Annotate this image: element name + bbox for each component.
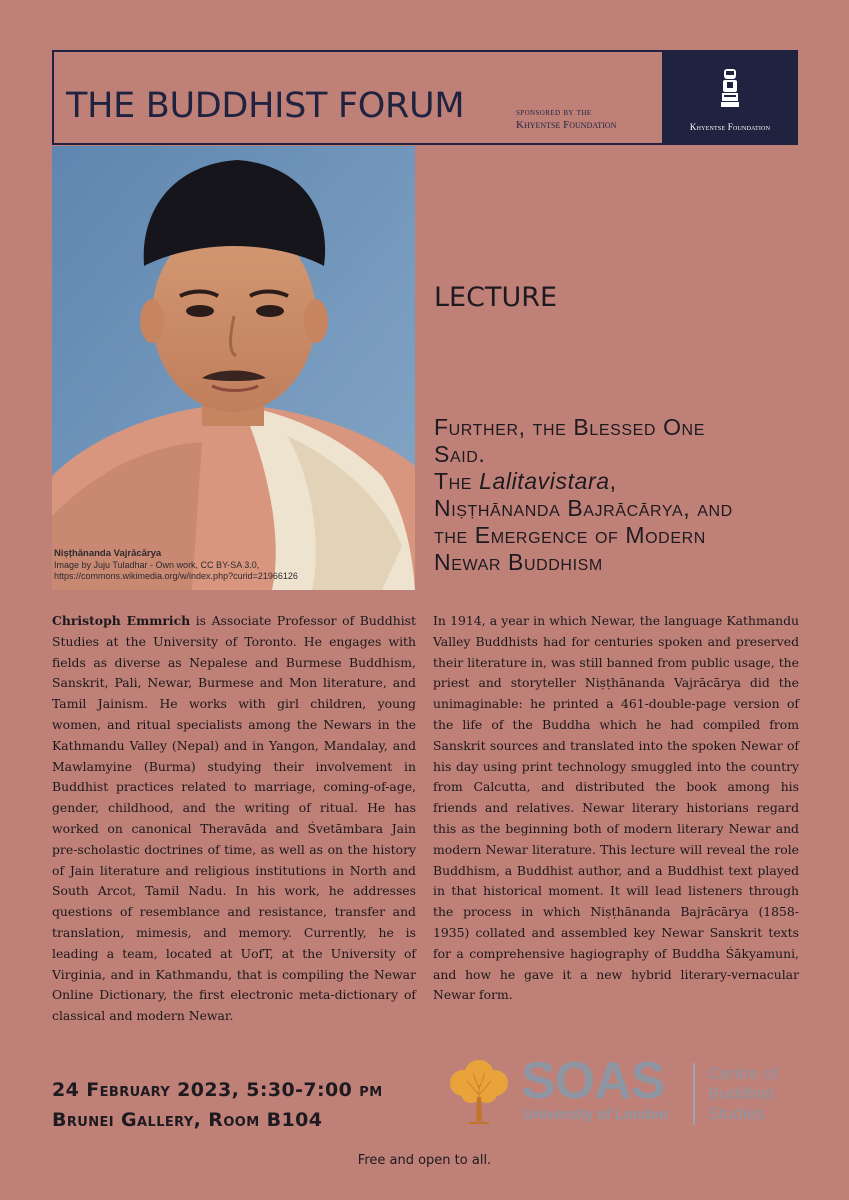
event-venue: Brunei Gallery, Room B104 bbox=[52, 1109, 323, 1131]
sponsor-note bbox=[516, 107, 616, 131]
speaker-bio-text: is Associate Professor of Buddhist Studies at the University of Toronto. He engages with fields as diverse as Nepalese and Burmese Buddhism, Sanskrit, Pali, Newar, Burmese and Mon literature, and Tamil Jainism. He works with girl children, young women, and ritual specialists among the Newars in the Kathmandu Valley (Nepal) and in Yangon, Mandalay, and Mawlamyine (Burma) studying their involvement in Buddhist practices related to marriage, coming-of-age, gender, childhood, and the writing of ritual. He has worked on canonical Theravāda and Śvetāmbara Jain pre-scholastic doctrines of time, as well as on the history of Jain literature and religious institutions in North and South Arcot, Tamil Nadu. In his work, he addresses questions of resemblance and resistance, transfer and translation, mimesis, and memory. Currently, he is leading a team, located at UofT, at the University of Virginia, and in Kathmandu, that is compiling the Newar Online Dictionary, the first electronic meta-dictionary of classical and modern Newar. bbox=[52, 613, 416, 1024]
caption-credit: Image by Juju Tuladhar - Own work, CC BY-SA 3.0, bbox=[54, 560, 260, 570]
talk-title-prefix: The bbox=[434, 468, 480, 494]
talk-title-line-1: Further, the Blessed One bbox=[434, 414, 705, 440]
portrait-image bbox=[52, 146, 415, 590]
soas-wordmark: SOAS bbox=[521, 1052, 665, 1110]
logo-divider bbox=[693, 1063, 695, 1125]
talk-title-line-6: Newar Buddhism bbox=[434, 549, 603, 575]
header-banner bbox=[52, 50, 798, 145]
talk-title-line-3 bbox=[434, 468, 814, 495]
event-details bbox=[52, 1075, 383, 1135]
talk-title bbox=[434, 414, 814, 576]
soas-logo bbox=[443, 1052, 803, 1130]
sponsor-line-1: sponsored by the bbox=[516, 107, 592, 118]
lecture-abstract: In 1914, a year in which Newar, the language Kathmandu Valley Buddhists had for centuries spoken and preserved their literature in, was still banned from public usage, the priest and storyteller Niṣṭhānanda Vajrācārya did the unimaginable: he printed a 461-double-page version of the life of the Buddha which he had compiled from Sanskrit sources and translated into the spoken Newar of his day using print technology smuggled into the country from Calcutta, and distributed the book among his friends and relatives. Newar literary historians regard this as the beginning both of modern literary Newar and modern Newar literature. This lecture will reveal the role Buddhism, a Buddhist author, and a Buddhist text played in that historical moment. It will lead listeners through the process in which Niṣṭhānanda Bajrācārya (1858-1935) collated and assembled key Newar Sanskrit texts for a comprehensive hagiography of Buddha Śākyamuni, and how he gave it a new hybrid literary-vernacular Newar form. bbox=[433, 613, 799, 1003]
talk-title-line-2: Said. bbox=[434, 441, 486, 467]
sponsor-line-2: Khyentse Foundation bbox=[516, 119, 617, 131]
event-date-time: 24 February 2023, 5:30-7:00 pm bbox=[52, 1079, 383, 1101]
portrait-caption bbox=[54, 548, 414, 582]
free-admission-note: Free and open to all. bbox=[357, 1153, 492, 1168]
khyentse-foundation-label: Khyentse Foundation bbox=[689, 122, 771, 132]
centre-line-1: Centre of bbox=[708, 1064, 778, 1083]
khyentse-foundation-logo bbox=[662, 52, 798, 145]
caption-url[interactable]: https://commons.wikimedia.org/w/index.php?curid=21966126 bbox=[54, 571, 298, 581]
lecture-label: LECTURE bbox=[434, 282, 558, 313]
centre-line-3: Studies bbox=[708, 1104, 765, 1123]
university-of-london: University of London bbox=[523, 1107, 668, 1123]
caption-name: Niṣṭhānanda Vajrācārya bbox=[54, 548, 162, 559]
khyentse-emblem-icon bbox=[720, 67, 740, 109]
tree-icon bbox=[443, 1055, 515, 1127]
talk-title-italic: Lalitavistara bbox=[479, 468, 610, 494]
speaker-bio bbox=[52, 611, 416, 1027]
forum-title: THE BUDDHIST FORUM bbox=[66, 86, 465, 126]
speaker-name: Christoph Emmrich bbox=[52, 613, 191, 628]
talk-title-line-5: the Emergence of Modern bbox=[434, 522, 706, 548]
talk-title-line-4: Niṣṭhānanda Bajrācārya, and bbox=[434, 495, 733, 521]
talk-title-suffix: , bbox=[609, 468, 617, 494]
centre-line-2: Buddhist bbox=[708, 1084, 775, 1103]
centre-of-buddhist-studies bbox=[708, 1064, 778, 1124]
